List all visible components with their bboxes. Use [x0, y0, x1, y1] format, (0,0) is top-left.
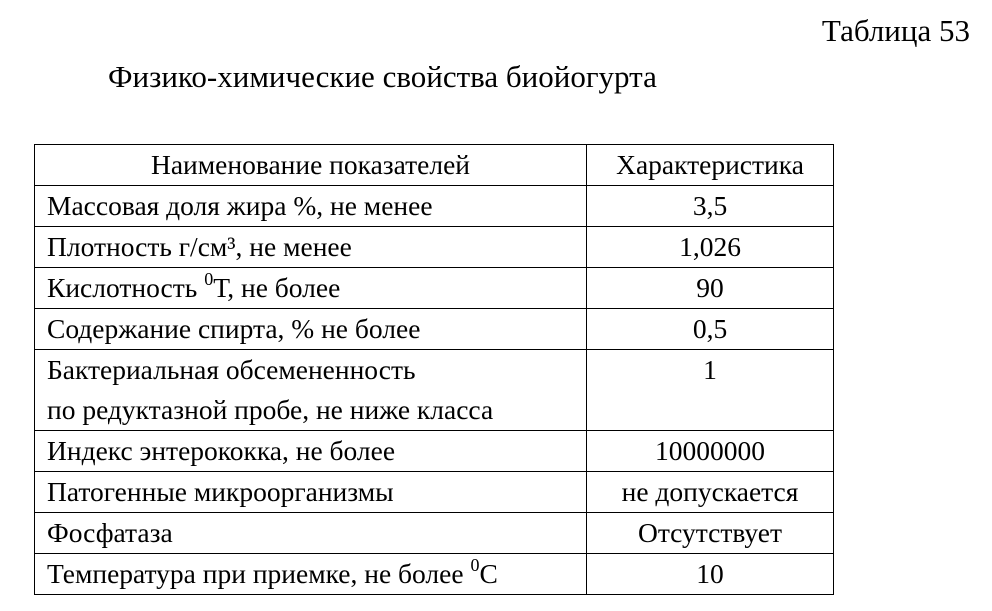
table-header-row: [35, 145, 834, 186]
temperature-label-end: С: [479, 558, 498, 589]
table-number-label: Таблица 53: [821, 13, 970, 48]
table-row: [35, 554, 834, 595]
bacterial-label-line-2: по редуктазной пробе, не ниже класса: [47, 394, 494, 425]
header-indicator-name: Наименование показателей: [35, 145, 587, 186]
table-row: [35, 268, 834, 309]
row-value-acceptance-temperature: 10: [587, 554, 834, 595]
table-row: [35, 309, 834, 350]
row-value-phosphatase: Отсутствует: [587, 513, 834, 554]
row-name-acidity: [35, 268, 587, 309]
row-name-enterococcus-index: Индекс энтерококка, не более: [35, 431, 587, 472]
row-value-enterococcus-index: 10000000: [587, 431, 834, 472]
temperature-label-start: Температура при приемке, не более: [47, 558, 471, 589]
row-value-acidity: 90: [587, 268, 834, 309]
table-row: [35, 227, 834, 268]
row-value-bacterial-contamination: 1: [587, 350, 834, 431]
table-row: [35, 431, 834, 472]
table-row: [35, 472, 834, 513]
row-name-acceptance-temperature: [35, 554, 587, 595]
table-row: [35, 350, 834, 431]
bacterial-label-line-1: Бактериальная обсемененность: [47, 354, 416, 385]
properties-table: [34, 144, 834, 595]
row-name-bacterial-contamination: [35, 350, 587, 431]
table-row: [35, 186, 834, 227]
acidity-label-start: Кислотность: [47, 272, 205, 303]
row-name-fat-fraction: Массовая доля жира %, не менее: [35, 186, 587, 227]
row-value-fat-fraction: 3,5: [587, 186, 834, 227]
row-name-phosphatase: Фосфатаза: [35, 513, 587, 554]
table-title: Физико-химические свойства биойогурта: [108, 59, 657, 94]
row-value-density: 1,026: [587, 227, 834, 268]
row-name-pathogens: Патогенные микроорганизмы: [35, 472, 587, 513]
degree-mark: 0: [204, 269, 214, 289]
table-row: [35, 513, 834, 554]
header-characteristic: Характеристика: [587, 145, 834, 186]
row-name-alcohol: Содержание спирта, % не более: [35, 309, 587, 350]
row-value-pathogens: не допускается: [587, 472, 834, 513]
row-name-density: Плотность г/см³, не менее: [35, 227, 587, 268]
acidity-label-end: Т, не более: [213, 272, 341, 303]
row-value-alcohol: 0,5: [587, 309, 834, 350]
degree-mark: 0: [470, 555, 480, 575]
